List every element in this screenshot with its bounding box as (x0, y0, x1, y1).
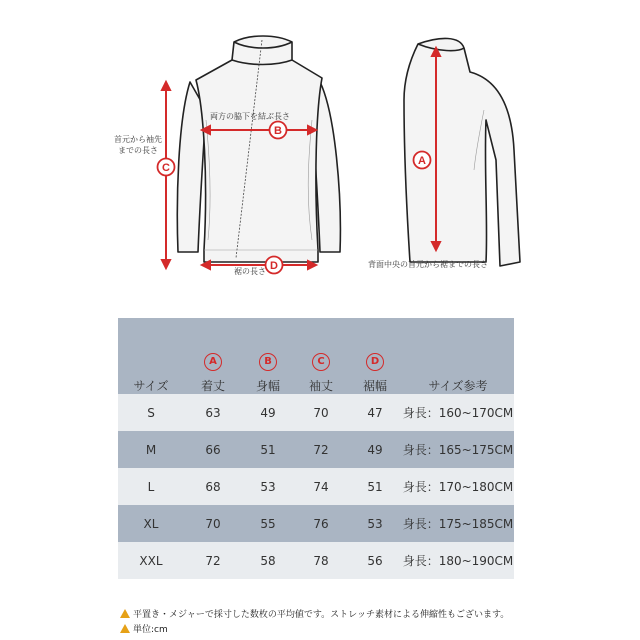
header-ref-label: サイズ参考 (428, 379, 488, 393)
header-c-badge: C (312, 353, 330, 371)
cell-c: 74 (313, 479, 329, 494)
note-measurement-text: 平置き・メジャーで採寸した数枚の平均値です。ストレッチ素材による伸縮性もございます。 (133, 610, 510, 620)
dimension-c-text-line2: までの長さ (118, 146, 158, 155)
cell-size: XXL (139, 553, 163, 568)
cell-a: 72 (205, 553, 221, 568)
dimension-a-letter: A (418, 155, 426, 167)
warning-icon (120, 609, 130, 618)
cell-size: XL (143, 516, 159, 531)
cell-c: 78 (313, 553, 329, 568)
cell-d: 51 (367, 479, 383, 494)
table-row (118, 505, 514, 542)
header-a-label: 着丈 (200, 379, 225, 393)
cell-d: 53 (367, 516, 383, 531)
cell-b: 53 (260, 479, 276, 494)
header-d-label: 裾幅 (362, 379, 387, 393)
dimension-c-text-line1: 首元から袖先 (114, 135, 162, 144)
dimension-b-text: 両方の脇下を結ぶ長さ (210, 112, 290, 121)
warning-icon (120, 624, 130, 633)
table-row (118, 431, 514, 468)
header-a (184, 318, 242, 394)
cell-c: 72 (313, 442, 329, 457)
dimension-d-text: 裾の長さ (234, 267, 266, 276)
header-b-label: 身幅 (255, 379, 280, 393)
cell-size: L (147, 479, 155, 494)
table-row (118, 542, 514, 579)
header-size (118, 318, 184, 394)
cell-b: 49 (260, 405, 276, 420)
cell-ref: 身長：175~185CM (402, 517, 514, 531)
dimension-c-letter: C (162, 162, 170, 174)
jacket-front (177, 36, 340, 262)
cell-size: M (145, 442, 157, 457)
dimension-d-letter: D (270, 260, 278, 272)
size-table (118, 318, 514, 579)
note-unit-text: 単位:cm (133, 625, 168, 635)
header-b (242, 318, 294, 394)
table-header-row (118, 318, 514, 394)
dimension-b-letter: B (274, 125, 282, 137)
cell-a: 70 (205, 516, 221, 531)
cell-b: 58 (260, 553, 276, 568)
cell-c: 76 (313, 516, 329, 531)
cell-d: 49 (367, 442, 383, 457)
header-c (294, 318, 348, 394)
header-c-label: 袖丈 (308, 379, 333, 393)
cell-size: S (147, 405, 155, 420)
header-a-badge: A (204, 353, 222, 371)
cell-a: 66 (205, 442, 221, 457)
table-row (118, 468, 514, 505)
dimension-a-text: 背面中央の首元から裾までの長さ (368, 260, 488, 269)
dimension-c-text (114, 134, 162, 156)
cell-b: 51 (260, 442, 276, 457)
header-size-label: サイズ (133, 379, 169, 393)
cell-a: 63 (205, 405, 221, 420)
header-d (348, 318, 402, 394)
cell-d: 47 (367, 405, 383, 420)
notes (120, 606, 509, 636)
header-d-badge: D (366, 353, 384, 371)
cell-ref: 身長：170~180CM (402, 480, 514, 494)
cell-b: 55 (260, 516, 276, 531)
jacket-illustration (0, 0, 640, 300)
note-measurement (120, 606, 509, 621)
cell-c: 70 (313, 405, 329, 420)
cell-ref: 身長：160~170CM (402, 406, 514, 420)
cell-ref: 身長：165~175CM (402, 443, 514, 457)
cell-a: 68 (205, 479, 221, 494)
cell-ref: 身長：180~190CM (402, 554, 514, 568)
note-unit (120, 621, 509, 636)
header-b-badge: B (259, 353, 277, 371)
table-row (118, 394, 514, 431)
header-ref (402, 318, 514, 394)
cell-d: 56 (367, 553, 383, 568)
measurement-diagram (0, 0, 640, 300)
